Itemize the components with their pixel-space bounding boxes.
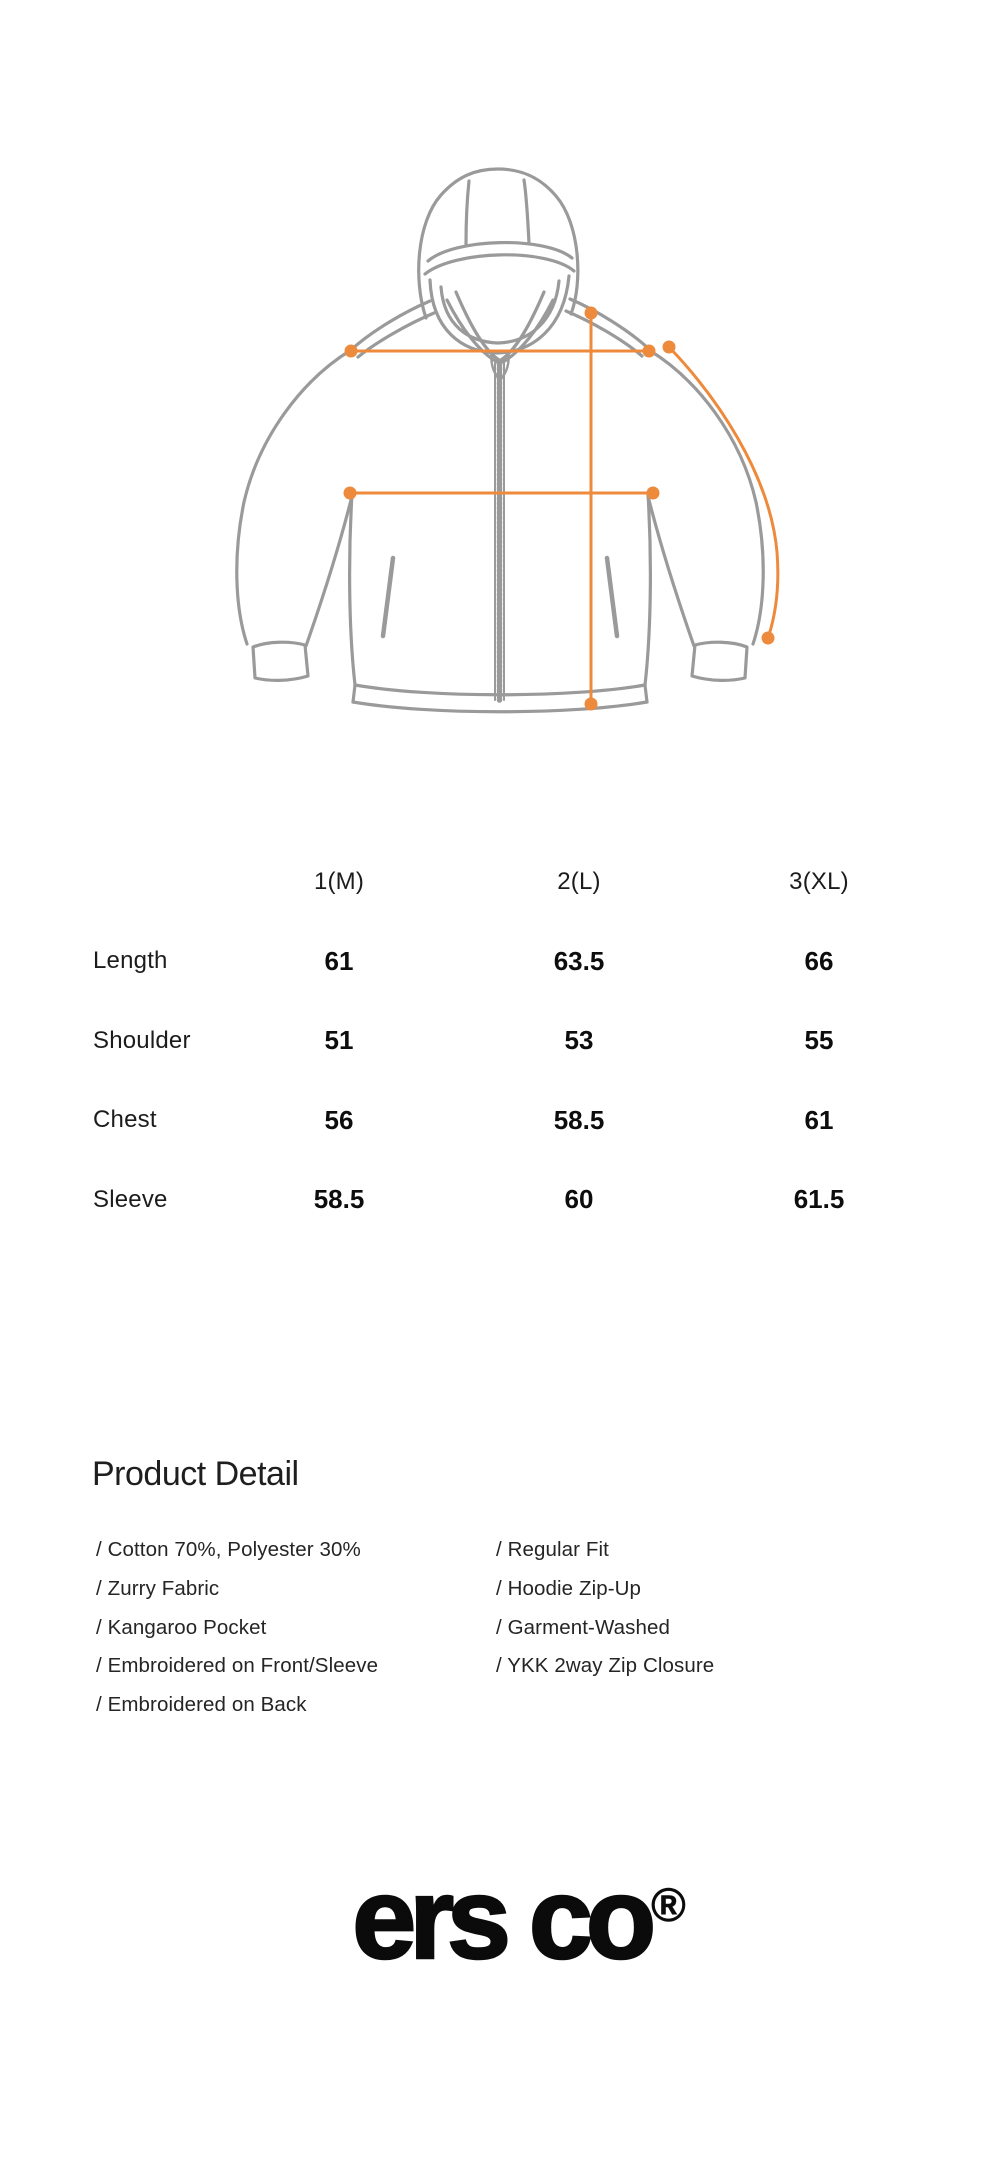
hood-band-upper bbox=[428, 243, 572, 261]
hood-band-lower bbox=[425, 255, 574, 274]
pocket-slash-right bbox=[607, 558, 617, 636]
shoulder-value-xl: 55 bbox=[804, 1025, 834, 1056]
size-column-header-xl: 3(XL) bbox=[789, 867, 849, 895]
length-value-m: 61 bbox=[324, 945, 354, 976]
row-label-length: Length bbox=[93, 947, 168, 975]
shoulder-seam-right-upper bbox=[570, 299, 648, 348]
chest-value-xl: 61 bbox=[804, 1104, 834, 1135]
hood-seam-left bbox=[466, 181, 469, 244]
table-row-shoulder bbox=[60, 1001, 940, 1081]
sleeve-value-m: 58.5 bbox=[313, 1184, 365, 1215]
product-detail-title: Product Detail bbox=[92, 1455, 299, 1493]
sleeve-value-xl: 61.5 bbox=[793, 1184, 845, 1215]
garment-diagram bbox=[0, 0, 1000, 790]
detail-item-style: / Hoodie Zip-Up bbox=[496, 1576, 642, 1600]
shoulder-seam-left-upper bbox=[352, 301, 430, 349]
shoulder-dot-right bbox=[643, 345, 656, 358]
sleeve-value-l: 60 bbox=[564, 1184, 594, 1215]
detail-item-embroidery-front: / Embroidered on Front/Sleeve bbox=[96, 1654, 379, 1678]
product-detail-right-column bbox=[496, 1531, 714, 1686]
registered-trademark-icon: ® bbox=[651, 1878, 686, 1931]
measurement-dots bbox=[344, 307, 775, 711]
cuff-right bbox=[692, 642, 747, 680]
table-row-chest bbox=[60, 1081, 940, 1161]
shoulder-dot-left bbox=[345, 345, 358, 358]
measurement-overlay bbox=[350, 313, 778, 704]
pocket-slash-left bbox=[383, 558, 393, 636]
hood-opening-inner bbox=[441, 281, 559, 343]
chest-dot-left bbox=[344, 487, 357, 500]
size-column-header-m: 1(M) bbox=[313, 867, 365, 895]
garment-outline bbox=[237, 169, 763, 712]
row-label-sleeve: Sleeve bbox=[93, 1185, 168, 1213]
length-value-l: 63.5 bbox=[553, 945, 605, 976]
table-row-sleeve bbox=[60, 1160, 940, 1240]
length-dot-bottom bbox=[585, 698, 598, 711]
brand-logo-text: ers co bbox=[352, 1855, 650, 1983]
detail-item-pocket: / Kangaroo Pocket bbox=[96, 1615, 267, 1639]
size-column-header-l: 2(L) bbox=[557, 867, 601, 895]
hem-edge-left bbox=[353, 685, 355, 702]
detail-item-embroidery-back: / Embroidered on Back bbox=[96, 1693, 307, 1717]
detail-item-fit: / Regular Fit bbox=[496, 1538, 609, 1561]
detail-item-material: / Cotton 70%, Polyester 30% bbox=[96, 1538, 361, 1561]
body-side-right bbox=[645, 494, 650, 685]
sleeve-left-outer bbox=[237, 350, 351, 644]
shoulder-value-m: 51 bbox=[324, 1025, 354, 1056]
sleeve-left-inner bbox=[306, 496, 352, 646]
cuff-left bbox=[253, 642, 308, 680]
length-value-xl: 66 bbox=[804, 945, 834, 976]
sleeve-dot-top bbox=[663, 341, 676, 354]
chest-value-l: 58.5 bbox=[553, 1104, 605, 1135]
detail-item-fabric: / Zurry Fabric bbox=[96, 1576, 220, 1600]
detail-item-wash: / Garment-Washed bbox=[496, 1615, 671, 1639]
chest-dot-right bbox=[647, 487, 660, 500]
chest-value-m: 56 bbox=[324, 1104, 354, 1135]
hem-edge-right bbox=[645, 685, 647, 702]
detail-item-zip: / YKK 2way Zip Closure bbox=[496, 1654, 715, 1678]
table-row-length bbox=[60, 922, 940, 1002]
brand-logo bbox=[0, 1855, 1000, 1983]
hood-seam-right bbox=[524, 180, 529, 243]
body-side-left bbox=[350, 494, 355, 685]
length-dot-top bbox=[585, 307, 598, 320]
hem-lower bbox=[353, 702, 647, 712]
row-label-chest: Chest bbox=[93, 1106, 157, 1134]
sleeve-dot-bottom bbox=[762, 632, 775, 645]
shoulder-value-l: 53 bbox=[564, 1025, 594, 1056]
row-label-shoulder: Shoulder bbox=[93, 1026, 191, 1054]
sleeve-right-outer bbox=[649, 350, 763, 644]
product-detail-left-column bbox=[96, 1531, 378, 1725]
sleeve-right-inner bbox=[648, 496, 694, 646]
size-table bbox=[60, 842, 940, 1240]
size-table-header-row bbox=[60, 842, 940, 922]
